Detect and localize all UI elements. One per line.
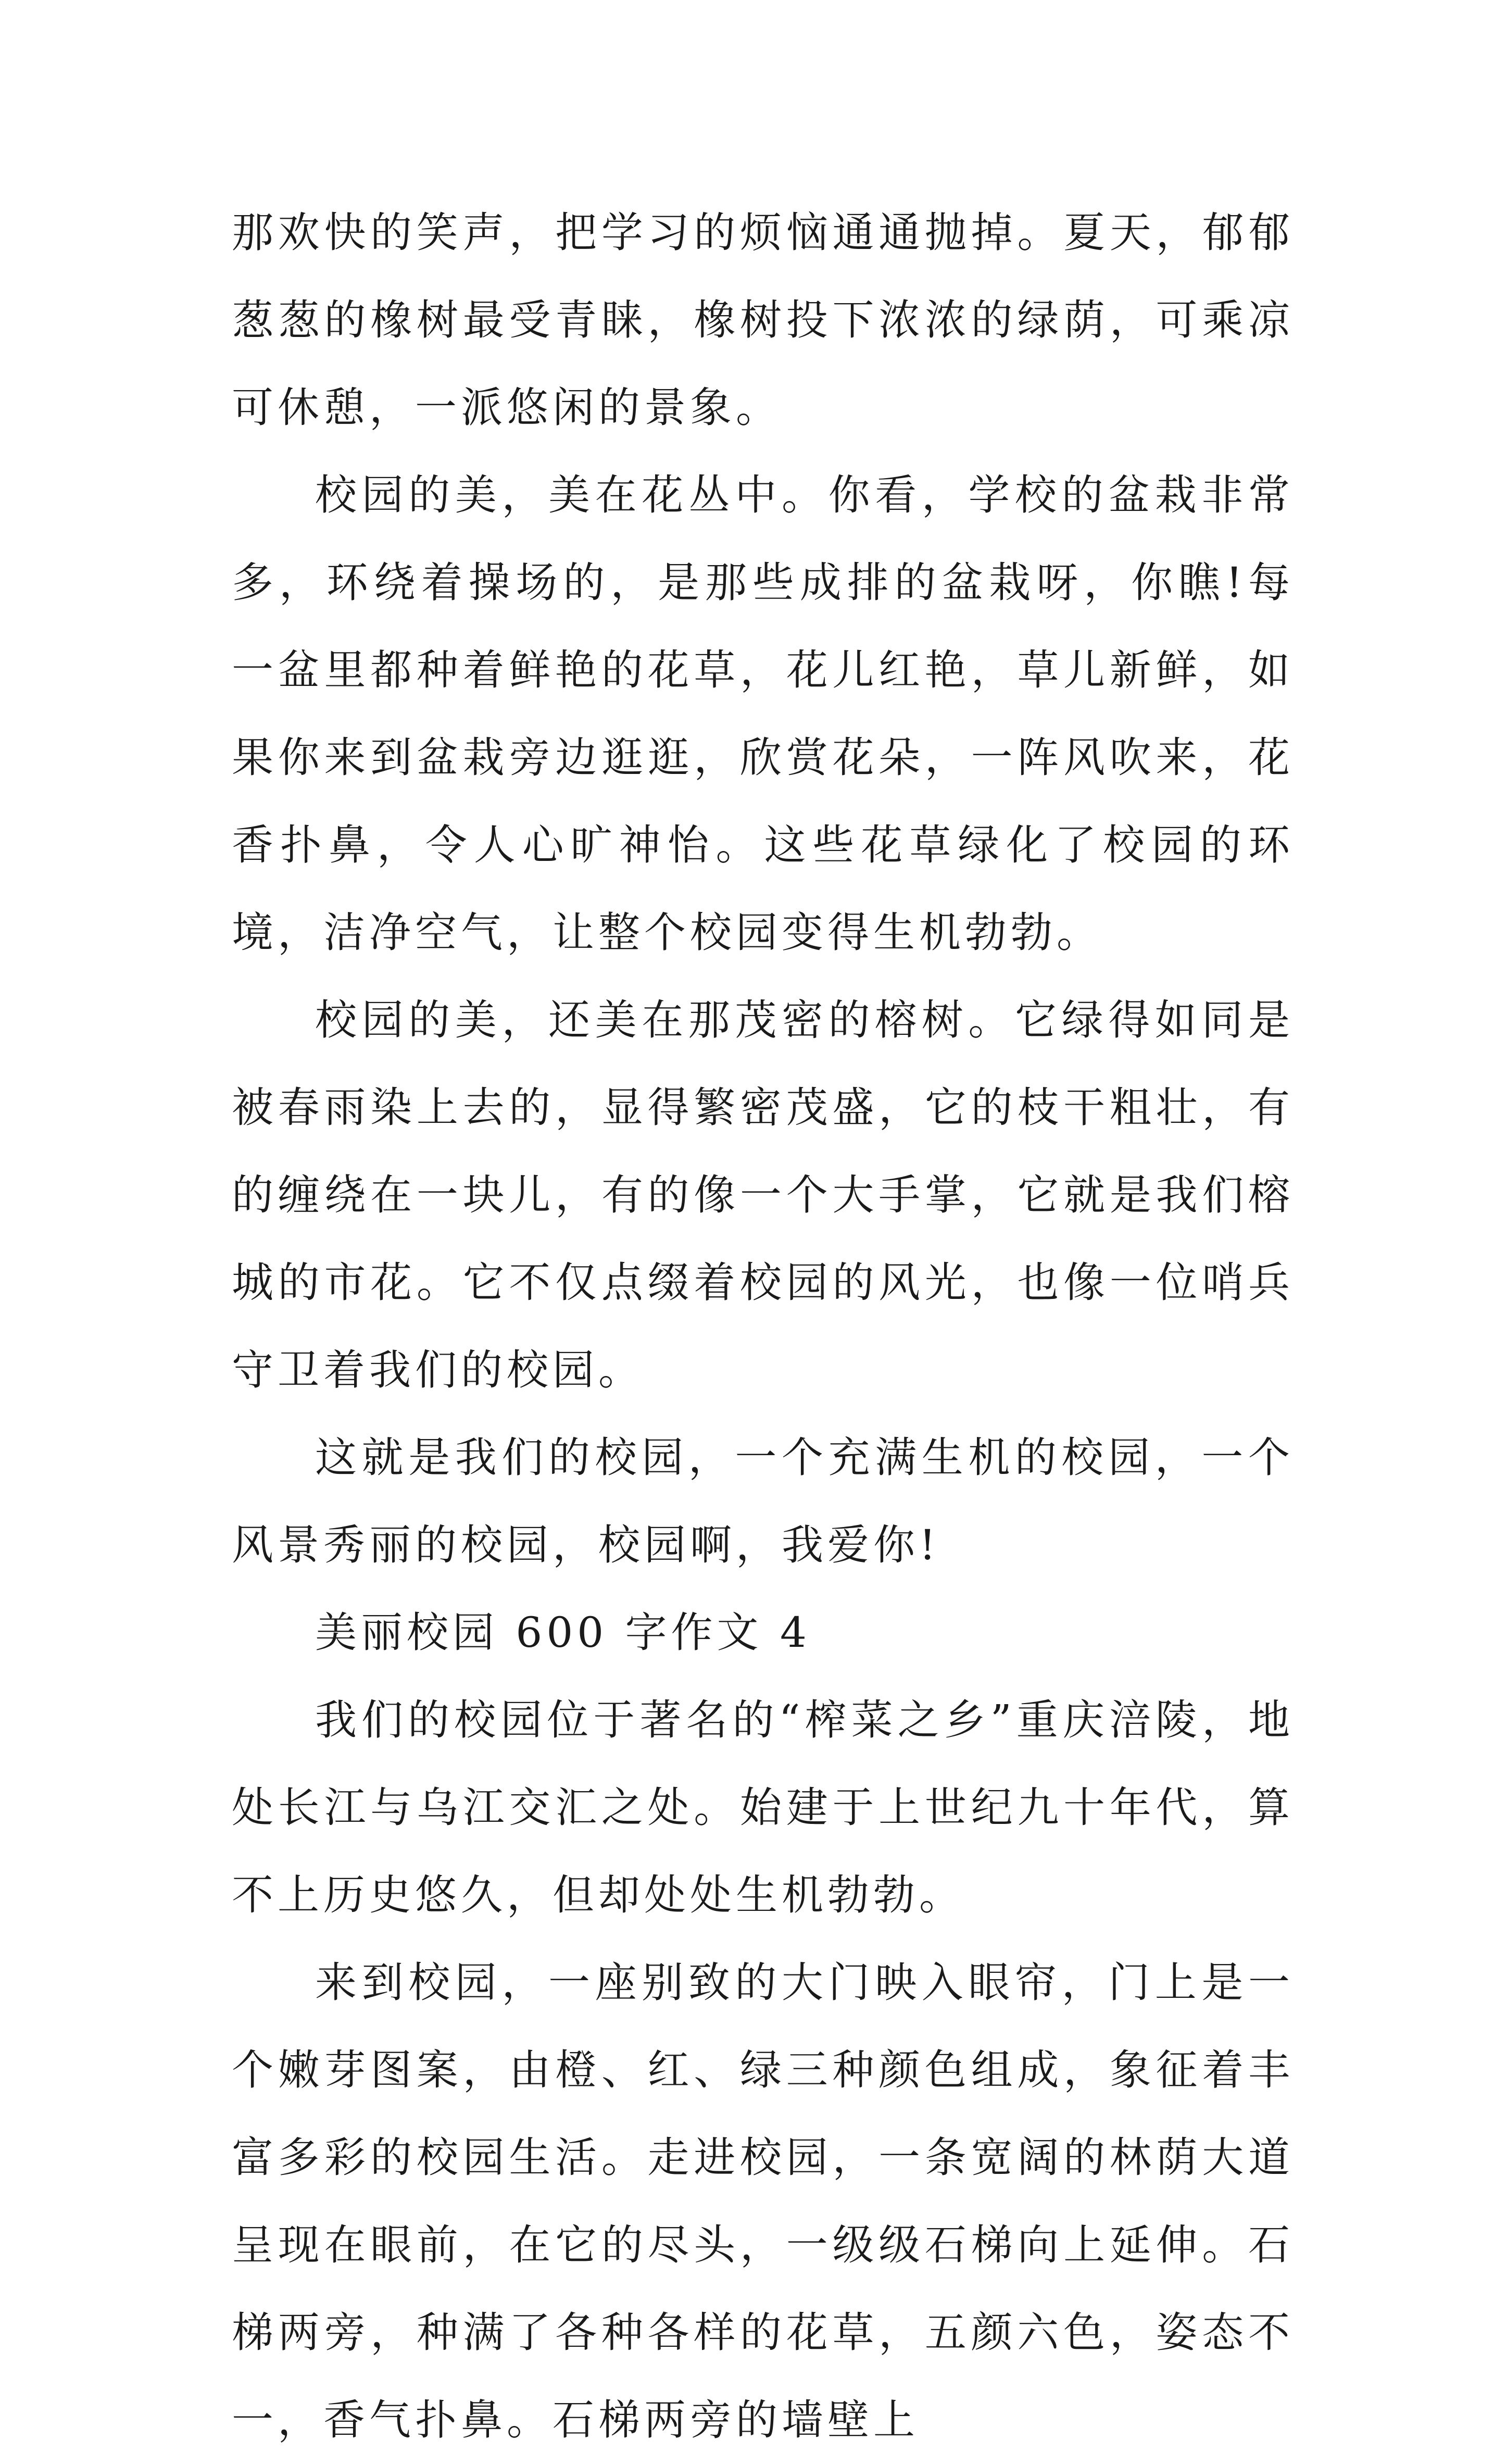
paragraph-5: 我们的校园位于著名的“榨菜之乡”重庆涪陵，地处长江与乌江交汇之处。始建于上世纪九十年代，算不上历史悠久，但却处处生机勃勃。 [232,1696,1294,1919]
paragraph-6: 来到校园，一座别致的大门映入眼帘，门上是一个嫩芽图案，由橙、红、绿三种颜色组成，象征着丰富多彩的校园生活。走进校园，一条宽阔的林荫大道呈现在眼前，在它的尽头，一级级石梯向上延伸。石梯两旁，种满了各种各样的花草，五颜六色，姿态不一，香气扑鼻。石梯两旁的墙壁上 [232,1958,1294,2444]
paragraph-1: 那欢快的笑声，把学习的烦恼通通抛掉。夏天，郁郁葱葱的橡树最受青睐，橡树投下浓浓的绿荫，可乘凉可休憩，一派悠闲的景象。 [232,208,1294,432]
section-heading: 美丽校园 600 字作文 4 [315,1608,811,1657]
paragraph-3: 校园的美，还美在那茂密的榕树。它绿得如同是被春雨染上去的，显得繁密茂盛，它的枝干粗壮，有的缠绕在一块儿，有的像一个大手掌，它就是我们榕城的市花。它不仅点缀着校园的风光，也像一位哨兵守卫着我们的校园。 [232,996,1294,1394]
paragraph-4: 这就是我们的校园，一个充满生机的校园，一个风景秀丽的校园，校园啊，我爱你! [232,1433,1294,1569]
paragraph-2: 校园的美，美在花丛中。你看，学校的盆栽非常多，环绕着操场的，是那些成排的盆栽呀，你瞧!每一盆里都种着鲜艳的花草，花儿红艳，草儿新鲜，如果你来到盆栽旁边逛逛，欣赏花朵，一阵风吹来，花香扑鼻，令人心旷神怡。这些花草绿化了校园的环境，洁净空气，让整个校园变得生机勃勃。 [232,471,1294,957]
article-body [232,189,1294,2464]
